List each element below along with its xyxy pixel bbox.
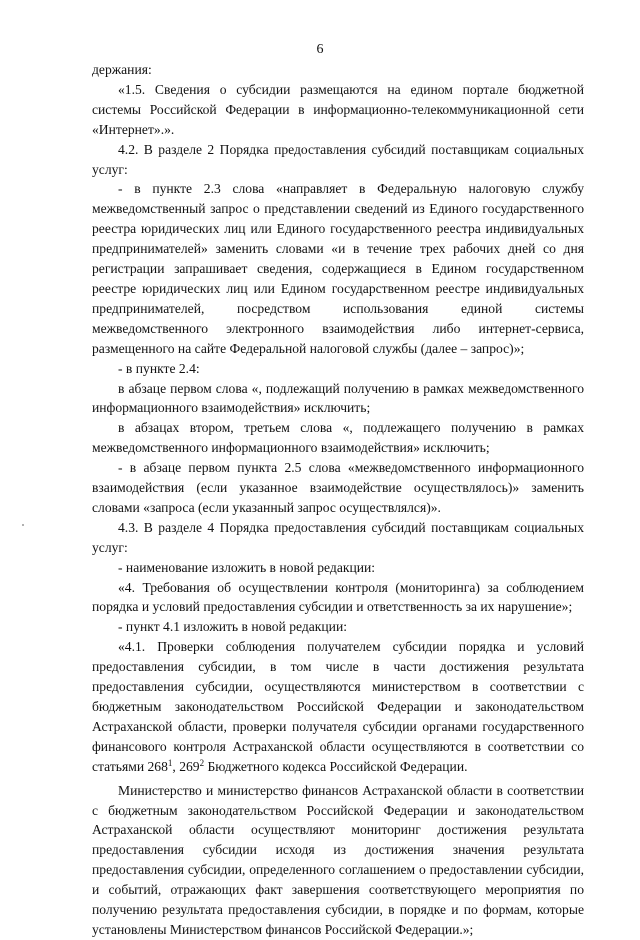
paragraph: - в абзаце первом пункта 2.5 слова «межведомственного информационного взаимодействия (если указанное взаимодействие осуществлялось)» заменить словами «запроса (если указанный запрос осуществлялся)».	[92, 460, 584, 515]
paragraph: - в пункте 2.3 слова «направляет в Федеральную налоговую службу межведомственный запрос о представлении сведений из Единого государственного реестра юридических лиц или Единого государственного реестра индивидуальных предпринимателей» заменить словами «и в течение трех рабочих дней со дня регистрации запрашивает сведения, содержащиеся в Едином государственном реестре юридических лиц или Едином государственном реестре индивидуальных предпринимателей, посредством использования единой системы межведомственного электронного взаимодействия либо интернет-сервиса, размещенного на сайте Федеральной налоговой службы (далее – запрос)»;	[92, 181, 584, 356]
paragraph: «4. Требования об осуществлении контроля (мониторинга) за соблюдением порядка и условий предоставления субсидии и ответственность за их нарушение»;	[92, 579, 584, 615]
paragraph-4-1-text: «4.1. Проверки соблюдения получателем субсидии порядка и условий предоставления субсидии, в том числе в части достижения результата предоставления субсидии, осуществляются министерством в соответствии с бюджетным законодательством Российской Федерации и законодательством Астраханской области, проверки получателя субсидии органами государственного финансового контроля Астраханской области осуществляются в соответствии со статьями 268	[92, 639, 584, 774]
paragraph: держания:	[92, 62, 152, 77]
superscript: 1	[167, 757, 173, 768]
paragraph: - наименование изложить в новой редакции:	[118, 559, 376, 575]
margin-mark	[22, 524, 24, 526]
paragraph-4-1-mid: , 269	[172, 758, 200, 774]
paragraph: в абзаце первом слова «, подлежащий получению в рамках межведомственного информационного взаимодействия» исключить;	[92, 380, 584, 416]
superscript: 2	[199, 757, 205, 768]
paragraph: в абзацах втором, третьем слова «, подлежащего получению в рамках межведомственного информационного взаимодействия» исключить;	[92, 420, 584, 456]
paragraph: 4.2. В разделе 2 Порядка предоставления субсидий поставщикам социальных услуг:	[92, 141, 584, 177]
page-number: 6	[316, 42, 324, 57]
paragraph: Министерство и министерство финансов Астраханской области в соответствии с бюджетным законодательством Российской Федерации и законодательством Астраханской области осуществляют мониторинг достижения результата предоставления субсидии исходя из достижения значения результата предоставления субсидии, определенного соглашением о предоставлении субсидии, и событий, отражающих факт завершения соответствующего мероприятия по получению результата предоставления субсидии, в порядке и по формам, которые установлены Министерством финансов Российской Федерации.»;	[92, 782, 584, 937]
paragraph: «1.5. Сведения о субсидии размещаются на едином портале бюджетной системы Российской Федерации в информационно-телекоммуникационной сети «Интернет».».	[92, 81, 584, 137]
paragraph-4-1-end: Бюджетного кодекса Российской Федерации.	[204, 758, 468, 774]
paragraph: - пункт 4.1 изложить в новой редакции:	[118, 619, 348, 635]
paragraph: - в пункте 2.4:	[118, 360, 200, 376]
document-body	[92, 60, 584, 940]
paragraph-4-1	[92, 637, 584, 776]
paragraph: 4.3. В разделе 4 Порядка предоставления субсидий поставщикам социальных услуг:	[92, 519, 584, 555]
